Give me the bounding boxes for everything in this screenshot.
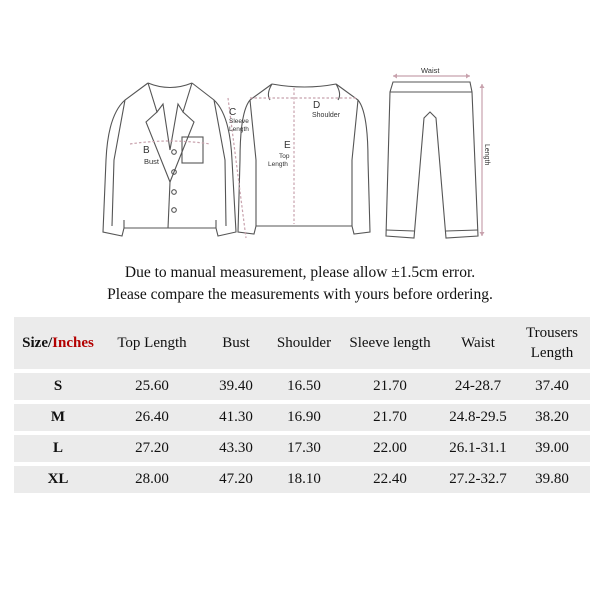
measurement-diagram	[0, 0, 600, 260]
measurement-notes	[0, 262, 600, 306]
note-line-2: Please compare the measurements with yours before ordering.	[107, 286, 493, 303]
trousers-cell: 39.80	[514, 466, 590, 493]
bust-measure	[130, 141, 210, 166]
bust-cell: 47.20	[202, 466, 270, 493]
size-label: Size/	[22, 335, 53, 351]
top-length-cell: 25.60	[102, 373, 202, 400]
waist-cell: 24-28.7	[442, 373, 514, 400]
size-cell: M	[14, 404, 102, 431]
size-cell: S	[14, 373, 102, 400]
sleeve-cell: 21.70	[338, 404, 442, 431]
top-length-cell: 26.40	[102, 404, 202, 431]
unit-label: Inches	[52, 335, 94, 351]
header-shoulder: Shoulder	[270, 317, 338, 369]
sleeve-cell: 22.40	[338, 466, 442, 493]
header-bust: Bust	[202, 317, 270, 369]
shoulder-cell: 17.30	[270, 435, 338, 462]
top-length-cell: 27.20	[102, 435, 202, 462]
table-header-row	[14, 317, 590, 369]
trousers-cell: 39.00	[514, 435, 590, 462]
size-cell: XL	[14, 466, 102, 493]
shoulder-cell: 16.50	[270, 373, 338, 400]
table-row	[14, 404, 590, 431]
header-top-length: Top Length	[102, 317, 202, 369]
shoulder-letter: D	[313, 100, 321, 111]
trousers-cell: 38.20	[514, 404, 590, 431]
header-sleeve-length: Sleeve length	[338, 317, 442, 369]
note-line-1: Due to manual measurement, please allow ±1.5cm error.	[124, 264, 476, 281]
bust-cell: 39.40	[202, 373, 270, 400]
top-length-label-line2: Length	[268, 161, 288, 168]
size-chart-table	[14, 313, 590, 497]
jacket-back-drawing	[238, 84, 370, 234]
sleeve-letter: C	[229, 107, 237, 118]
header-waist: Waist	[442, 317, 514, 369]
sleeve-cell: 22.00	[338, 435, 442, 462]
trousers-drawing	[386, 82, 478, 238]
trousers-cell: 37.40	[514, 373, 590, 400]
bust-label: Bust	[144, 157, 160, 166]
waist-measure	[393, 66, 470, 79]
table-row	[14, 373, 590, 400]
waist-cell: 27.2-32.7	[442, 466, 514, 493]
waist-label: Waist	[421, 66, 440, 75]
waist-cell: 24.8-29.5	[442, 404, 514, 431]
garment-illustration	[0, 0, 600, 260]
trousers-length-measure	[480, 84, 491, 236]
header-size	[14, 317, 102, 369]
bust-cell: 43.30	[202, 435, 270, 462]
top-length-measure	[268, 88, 294, 224]
trousers-length-label: Length	[483, 144, 490, 166]
sleeve-label-line1: Sleeve	[229, 118, 249, 125]
shoulder-label: Shoulder	[312, 112, 341, 119]
jacket-front-drawing	[103, 83, 236, 236]
trousers-header-line1: Trousers	[526, 325, 578, 341]
bust-letter: B	[143, 145, 150, 156]
header-trousers-length	[514, 317, 590, 369]
sleeve-label-line2: Length	[229, 126, 249, 133]
top-length-letter: E	[284, 140, 291, 151]
shoulder-cell: 18.10	[270, 466, 338, 493]
top-length-label-line1: Top	[279, 153, 290, 160]
shoulder-measure	[250, 98, 358, 119]
bust-cell: 41.30	[202, 404, 270, 431]
size-cell: L	[14, 435, 102, 462]
shoulder-cell: 16.90	[270, 404, 338, 431]
trousers-header-line2: Length	[530, 345, 574, 361]
table-row	[14, 466, 590, 493]
table-row	[14, 435, 590, 462]
sleeve-cell: 21.70	[338, 373, 442, 400]
top-length-cell: 28.00	[102, 466, 202, 493]
waist-cell: 26.1-31.1	[442, 435, 514, 462]
